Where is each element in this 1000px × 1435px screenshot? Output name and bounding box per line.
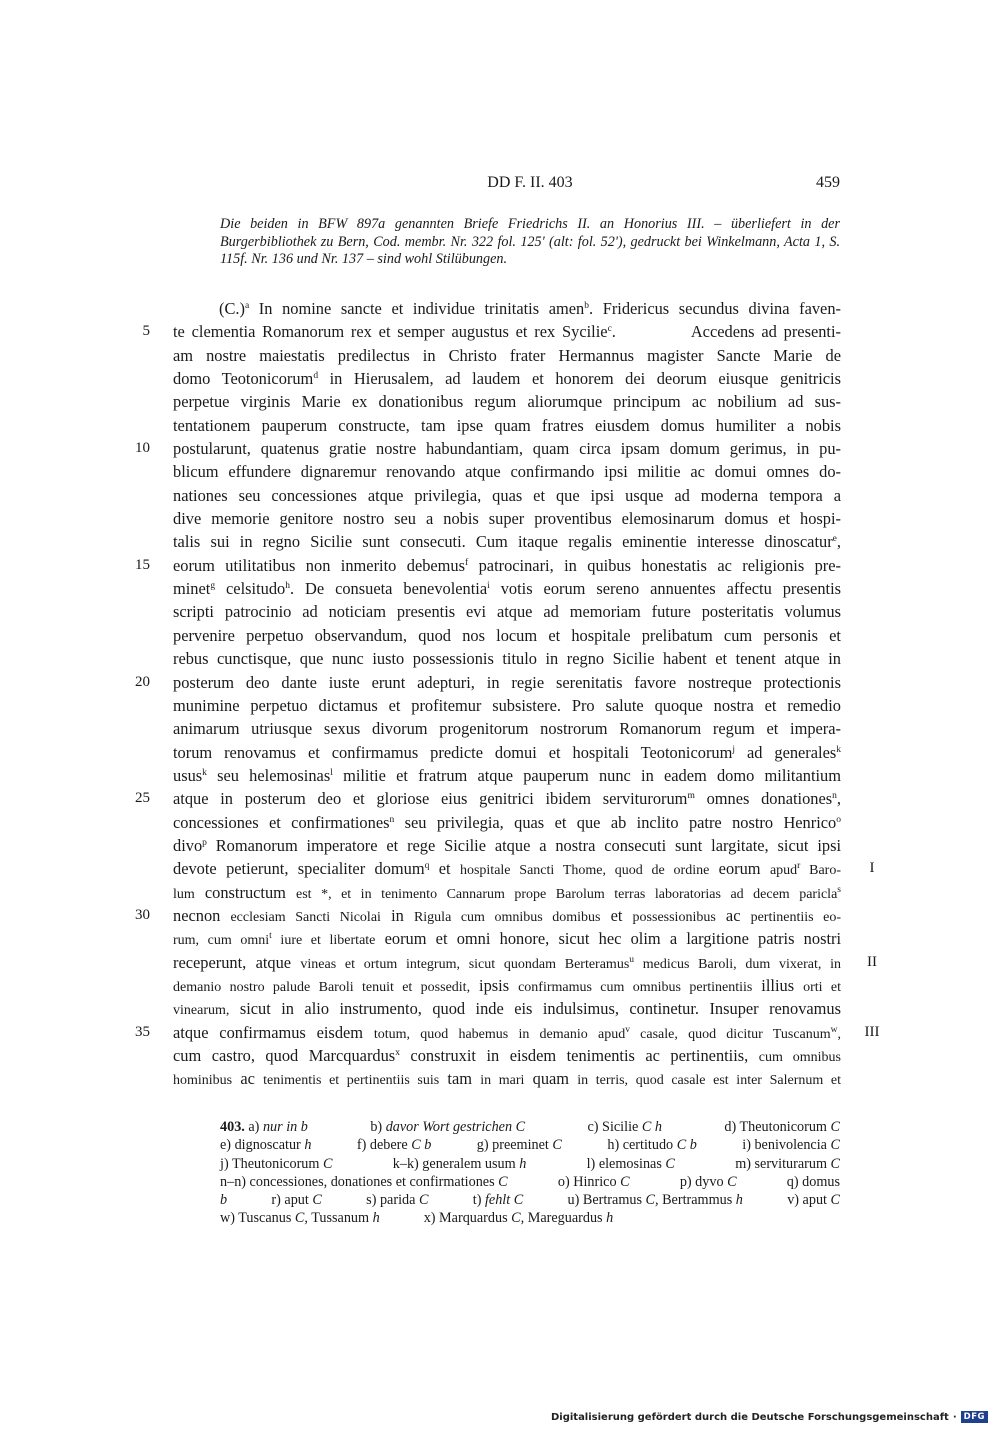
footnote-entry: j) Theutonicorum C bbox=[220, 1155, 333, 1172]
line-text: posterum deo dante iuste erunt adepturi, in regie serenitatis favore nostreque protectionis bbox=[173, 672, 841, 692]
text-line bbox=[0, 881, 1000, 904]
line-text: tentationem pauperum constructe, tam ipse quam fratres eiusdem domus humiliter a nobis bbox=[173, 415, 841, 435]
footnote-entry: g) preeminet C bbox=[476, 1137, 562, 1154]
footnote-line bbox=[220, 1136, 840, 1154]
line-text: am nostre maiestatis predilectus in Christo frater Hermannus magister Sancte Marie de bbox=[173, 345, 841, 365]
footnote-entry: c) Sicilie C h bbox=[587, 1119, 662, 1135]
text-line bbox=[0, 297, 1000, 320]
footnote-entry: m) serviturarum C bbox=[735, 1155, 840, 1172]
line-text: blicum effundere dignaremur renovando atque confirmando ipsi militie ac domui omnes do- bbox=[173, 462, 841, 482]
line-text: te clementia Romanorum rex et semper augustus et rex Sycilie$^c$. Accedens ad presenti- bbox=[173, 322, 841, 342]
text-line bbox=[0, 437, 1000, 460]
text-line bbox=[0, 414, 1000, 437]
footnote-line bbox=[220, 1155, 840, 1173]
margin-marker: III bbox=[864, 1023, 880, 1040]
line-number: 35 bbox=[135, 1023, 150, 1040]
line-text: vinearum, sicut in alio instrumento, quod inde eis indulsimus, continetur. Insuper renovamus bbox=[173, 999, 841, 1019]
dfg-logo: DFG bbox=[961, 1411, 988, 1423]
line-text: animarum utriusque sexus divorum progenitorum nostrorum Romanorum regum et impera- bbox=[173, 719, 841, 739]
critical-apparatus bbox=[220, 1118, 840, 1228]
footnote-entry: p) dyvo C bbox=[679, 1173, 737, 1190]
line-number: 30 bbox=[135, 906, 150, 923]
line-text: necnon ecclesiam Sancti Nicolai in Rigula cum omnibus domibus et possessionibus ac pertinentiis eo- bbox=[173, 905, 841, 925]
text-line bbox=[0, 554, 1000, 577]
line-text: atque in posterum deo et gloriose eius genitrici ibidem serviturorum$^m$ omnes donationes$^n$, bbox=[173, 789, 841, 809]
footnote-line bbox=[220, 1118, 840, 1136]
line-text: perpetue virginis Marie ex donationibus regum aliorumque principum ac nobilium ad sus- bbox=[173, 392, 841, 412]
line-text: lum constructum est *, et in tenimento Cannarum prope Barolum terras laboratorias ad decem paricla$^s$ bbox=[173, 882, 841, 902]
line-number: 25 bbox=[135, 790, 150, 807]
text-line bbox=[0, 671, 1000, 694]
line-text: concessiones et confirmationes$^n$ seu privilegia, quas et que ab inclito patre nostro Henrico$^o$ bbox=[173, 812, 841, 832]
text-line bbox=[0, 530, 1000, 553]
footnote-entry: h) certitudo C b bbox=[607, 1137, 697, 1154]
footnote-entry: v) aput C bbox=[787, 1192, 840, 1209]
footnote-entry: d) Theutonicorum C bbox=[724, 1119, 840, 1135]
text-line bbox=[0, 367, 1000, 390]
footnote-entry: r) aput C bbox=[271, 1192, 322, 1209]
line-text: minet$^g$ celsitudo$^h$. De consueta benevolentia$^i$ votis eorum sereno annuentes affectu presentis bbox=[173, 579, 842, 599]
introductory-note: Die beiden in BFW 897a genannten Briefe Friedrichs II. an Honorius III. – überliefert in der Burgerbibliothek zu Bern, Cod. membr. Nr. 322 fol. 125' (alt: fol. 52'), gedruckt bei Winkelmann, Acta 1, S. 115f. Nr. 136 und Nr. 137 – sind wohl Stilübungen. bbox=[220, 216, 840, 267]
text-line bbox=[0, 834, 1000, 857]
line-number: 5 bbox=[142, 323, 150, 340]
header-title: DD F. II. 403 bbox=[487, 174, 573, 191]
page-number: 459 bbox=[816, 174, 840, 191]
line-text: nationes seu concessiones atque privilegia, quas et que ipsi usque ad moderna tempora a bbox=[173, 485, 841, 505]
text-line bbox=[0, 927, 1000, 950]
running-header bbox=[220, 174, 840, 194]
text-line bbox=[0, 484, 1000, 507]
footnote-entry: 403. a) nur in b bbox=[220, 1119, 308, 1135]
line-text: rebus cunctisque, que nunc iusto possessionis titulo in regno Sicilie habent et tenent atque in bbox=[173, 649, 841, 669]
text-line bbox=[0, 344, 1000, 367]
footnote-entry: u) Bertramus C, Bertrammus h bbox=[567, 1192, 743, 1209]
text-line bbox=[0, 390, 1000, 413]
footnote-line bbox=[220, 1191, 840, 1209]
line-text: usus$^k$ seu helemosinas$^l$ militie et fratrum atque pauperum nunc in eadem domo militantium bbox=[173, 765, 841, 785]
text-line bbox=[0, 811, 1000, 834]
line-number: 20 bbox=[135, 673, 150, 690]
footnote-entry: q) domus bbox=[786, 1173, 840, 1190]
text-line bbox=[0, 974, 1000, 997]
line-text: $(C.)^a$ In nomine sancte et individue trinitatis amen$^b$. Fridericus secundus divina faven- bbox=[219, 299, 841, 318]
footnote-entry: k–k) generalem usum h bbox=[392, 1155, 527, 1172]
line-text: domo Teotonicorum$^d$ in Hierusalem, ad laudem et honorem dei deorum eiusque genitricis bbox=[173, 369, 841, 389]
line-text: pervenire perpetuo observandum, quod nos locum et hospitale prelibatum cum personis et bbox=[173, 625, 841, 645]
text-line bbox=[0, 997, 1000, 1020]
footnote-entry: b) davor Wort gestrichen C bbox=[370, 1119, 526, 1135]
footnote-entry: e) dignoscatur h bbox=[220, 1137, 312, 1154]
text-line bbox=[0, 507, 1000, 530]
footnote-entry: t) fehlt C bbox=[472, 1192, 524, 1209]
line-text: scripti patrocinio ad noticiam presentis evi atque ad memoriam future posteritatis volumus bbox=[173, 602, 841, 622]
document-text bbox=[0, 297, 1000, 1091]
text-line bbox=[0, 1044, 1000, 1067]
footnote-entry: n–n) concessiones, donationes et confirmationes C bbox=[220, 1173, 508, 1190]
line-text: demanio nostro palude Baroli tenuit et possedit, ipsis confirmamus cum omnibus pertinentiis illius orti et bbox=[173, 975, 841, 995]
footnote-entry: w) Tuscanus C, Tussanum h bbox=[220, 1210, 380, 1227]
footnote-entry: i) benivolencia C bbox=[742, 1137, 840, 1154]
text-line bbox=[0, 1021, 1000, 1044]
footnote-entry: f) debere C b bbox=[356, 1137, 432, 1154]
line-text: atque confirmamus eisdem totum, quod habemus in demanio apud$^v$ casale, quod dicitur Tuscanum$^w$, bbox=[173, 1022, 842, 1042]
line-text: talis sui in regno Sicilie sunt consecuti. Cum itaque regalis eminentie interesse dinoscatur$^e$, bbox=[173, 532, 841, 552]
margin-marker: I bbox=[869, 860, 875, 877]
text-line bbox=[0, 741, 1000, 764]
footnote-entry: s) parida C bbox=[366, 1192, 429, 1209]
footnote-line bbox=[220, 1209, 840, 1227]
line-text: postularunt, quatenus gratie nostre habundantiam, quam circa ipsam domum gerimus, in pu- bbox=[173, 439, 841, 459]
text-line bbox=[0, 904, 1000, 927]
footnote-entry: b bbox=[220, 1192, 228, 1209]
line-text: eorum utilitatibus non inmerito debemus$^f$ patrocinari, in quibus honestatis ac religionis pre- bbox=[173, 555, 842, 575]
footnote-line bbox=[220, 1173, 840, 1191]
funding-note: Digitalisierung gefördert durch die Deutsche Forschungsgemeinschaft bbox=[550, 1411, 949, 1423]
text-line bbox=[0, 694, 1000, 717]
line-text: dive memorie genitore nostro seu a nobis super proventibus elemosinarum domus et hospi- bbox=[173, 509, 841, 529]
text-line bbox=[0, 600, 1000, 623]
line-text: munimine perpetuo dictamus et profitemur subsistere. Pro salute quoque nostra et remedio bbox=[173, 695, 841, 715]
footnote-entry: l) elemosinas C bbox=[586, 1155, 675, 1172]
text-line bbox=[0, 857, 1000, 880]
footnote-entry: x) Marquardus C, Mareguardus h bbox=[423, 1210, 614, 1227]
line-text: rum, cum omni$^t$ iure et libertate eorum et omni honore, sicut hec olim a largitione patris nostri bbox=[173, 929, 842, 949]
text-line bbox=[0, 624, 1000, 647]
line-number: 15 bbox=[135, 556, 150, 573]
text-line bbox=[0, 717, 1000, 740]
line-text: hominibus ac tenimentis et pertinentiis suis tam in mari quam in terris, quod casale est inter Salernum et bbox=[173, 1069, 841, 1089]
text-line bbox=[0, 320, 1000, 343]
text-line bbox=[0, 460, 1000, 483]
line-number: 10 bbox=[135, 440, 150, 457]
line-text: cum castro, quod Marcquardus$^x$ construxit in eisdem tenimentis ac pertinentiis, cum omnibus bbox=[173, 1046, 841, 1065]
text-line bbox=[0, 764, 1000, 787]
line-text: devote petierunt, specialiter domum$^q$ et hospitale Sancti Thome, quod de ordine eorum apud$^r$ Baro- bbox=[173, 859, 841, 879]
line-text: divo$^p$ Romanorum imperatore et rege Sicilie atque a nostra consecuti sunt largitate, sicut ipsi bbox=[173, 835, 841, 855]
line-text: torum renovamus et confirmamus predicte domui et hospitali Teotonicorum$^j$ ad generales$^k$ bbox=[173, 742, 842, 762]
text-line bbox=[0, 1067, 1000, 1090]
footnote-entry: o) Hinrico C bbox=[557, 1173, 630, 1190]
funding-footer: Digitalisierung gefördert durch die Deutsche Forschungsgemeinschaft · DFG bbox=[551, 1411, 988, 1423]
text-line bbox=[0, 787, 1000, 810]
text-line bbox=[0, 951, 1000, 974]
line-text: receperunt, atque vineas et ortum integrum, sicut quondam Berteramus$^u$ medicus Baroli, dum vixerat, in bbox=[173, 952, 842, 972]
margin-marker: II bbox=[867, 953, 877, 970]
text-line bbox=[0, 577, 1000, 600]
text-line bbox=[0, 647, 1000, 670]
